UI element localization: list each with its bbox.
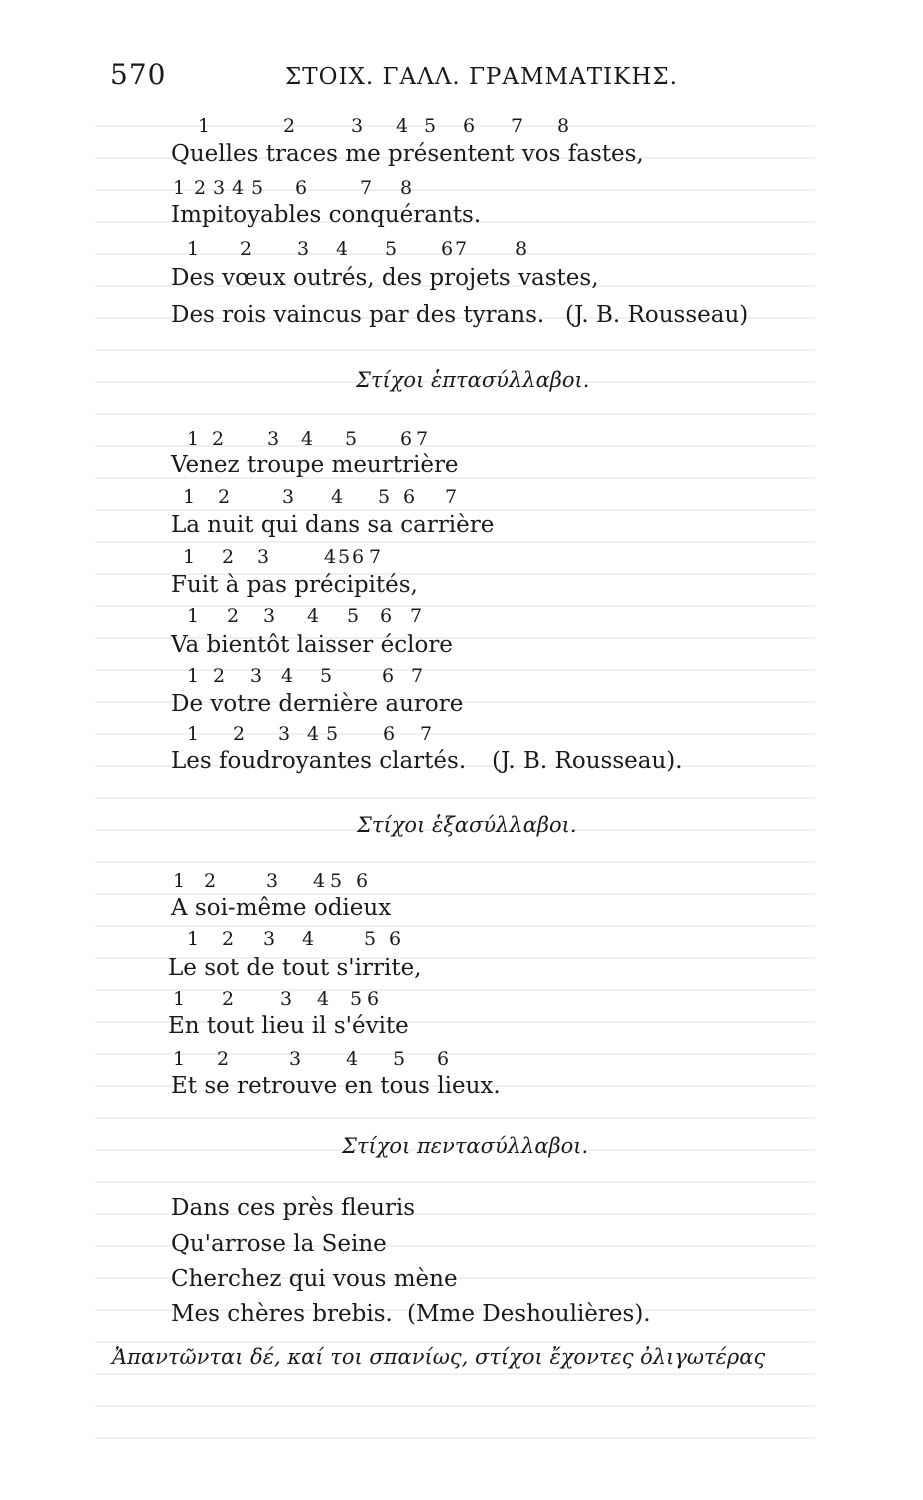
verse-line: Fuit à pas précipités, [171,572,418,598]
section-heading: Στίχοι ἑπτασύλλαβοι. [356,368,590,392]
syllable-number: 4 [301,428,314,450]
verse-line: Cherchez qui vous mène [171,1266,458,1292]
syllable-number: 4 [346,1048,359,1070]
syllable-number: 6 [380,605,393,627]
syllable-number: 1 [187,928,200,950]
syllable-number: 6 [400,428,413,450]
verse-line: Quelles traces me présentent vos fastes, [171,141,644,167]
syllable-number: 3 [266,870,279,892]
syllable-number: 2 [233,723,246,745]
verse-line: Des rois vaincus par des tyrans. [171,302,545,328]
syllable-number: 3 [250,665,263,687]
syllable-number: 1 [198,115,211,137]
syllable-number: 2 [222,546,235,568]
syllable-number: 4 [331,486,344,508]
syllable-number: 3 [351,115,364,137]
syllable-number: 2 [213,665,226,687]
attribution: (Mme Deshoulières). [407,1301,651,1327]
syllable-number: 3 [257,546,270,568]
page-number: 570 [110,58,167,91]
section-heading: Στίχοι πεντασύλλαβοι. [342,1134,589,1158]
syllable-number: 5 [347,605,360,627]
syllable-number: 2 [204,870,217,892]
syllable-number: 4 [302,928,315,950]
section-heading: Στίχοι ἑξασύλλαβοι. [357,813,577,837]
syllable-number: 5 [393,1048,406,1070]
syllable-number: 4 [324,546,337,568]
syllable-number: 5 [350,988,363,1010]
syllable-number: 1 [187,428,200,450]
syllable-number: 8 [400,177,413,199]
syllable-number: 5 [338,546,351,568]
syllable-number: 1 [187,665,200,687]
syllable-number: 3 [278,723,291,745]
syllable-number: 7 [411,665,424,687]
syllable-number: 7 [410,605,423,627]
syllable-number: 6 [463,115,476,137]
syllable-number: 7 [360,177,373,199]
verse-line: Les foudroyantes clartés. [171,748,467,774]
syllable-number: 4 [281,665,294,687]
syllable-number: 1 [173,1048,186,1070]
syllable-number: 7 [511,115,524,137]
syllable-number: 2 [194,177,207,199]
syllable-number: 2 [283,115,296,137]
syllable-number: 3 [297,238,310,260]
syllable-number: 5 [345,428,358,450]
syllable-number: 5 [424,115,437,137]
syllable-number: 3 [263,605,276,627]
syllable-number: 5 [326,723,339,745]
verse-line: En tout lieu il s'évite [168,1013,409,1039]
verse-line: A soi-même odieux [171,895,392,921]
syllable-number: 7 [420,723,433,745]
syllable-number: 1 [183,486,196,508]
verse-line: La nuit qui dans sa carrière [171,512,495,538]
verse-line: Impitoyables conquérants. [171,202,482,228]
syllable-number: 4 [336,238,349,260]
syllable-number: 1 [173,177,186,199]
syllable-number: 6 [295,177,308,199]
syllable-number: 1 [173,870,186,892]
syllable-number: 2 [240,238,253,260]
attribution: (J. B. Rousseau) [565,302,749,328]
attribution: (J. B. Rousseau). [492,748,683,774]
syllable-number: 2 [212,428,225,450]
syllable-number: 6 [403,486,416,508]
verse-line: Va bientôt laisser éclore [171,632,453,658]
verse-line: Le sot de tout s'irrite, [168,955,422,981]
syllable-number: 6 [352,546,365,568]
verse-line: Venez troupe meurtrière [171,452,459,478]
syllable-number: 2 [227,605,240,627]
syllable-number: 2 [222,988,235,1010]
syllable-number: 5 [320,665,333,687]
syllable-number: 7 [416,428,429,450]
verse-line: De votre dernière aurore [171,691,464,717]
syllable-number: 5 [385,238,398,260]
syllable-number: 1 [187,723,200,745]
syllable-number: 5 [378,486,391,508]
syllable-number: 6 [441,238,454,260]
syllable-number: 8 [515,238,528,260]
verse-line: Et se retrouve en tous lieux. [171,1073,501,1099]
syllable-number: 6 [437,1048,450,1070]
verse-line: Mes chères brebis. [171,1301,393,1327]
syllable-number: 3 [267,428,280,450]
syllable-number: 7 [455,238,468,260]
verse-line: Qu'arrose la Seine [171,1231,387,1257]
verse-line: Dans ces près fleuris [171,1195,416,1221]
page-header [0,58,923,98]
syllable-number: 3 [289,1048,302,1070]
syllable-number: 4 [232,177,245,199]
syllable-number: 3 [280,988,293,1010]
syllable-number: 1 [183,546,196,568]
syllable-number: 4 [307,605,320,627]
syllable-number: 6 [382,665,395,687]
syllable-number: 4 [396,115,409,137]
syllable-number: 6 [367,988,380,1010]
running-title: ΣΤΟΙΧ. ΓΑΛΛ. ΓΡΑΜΜΑΤΙΚΗΣ. [285,64,678,90]
syllable-number: 4 [313,870,326,892]
syllable-number: 7 [445,486,458,508]
syllable-number: 2 [217,1048,230,1070]
syllable-number: 7 [369,546,382,568]
syllable-number: 1 [187,605,200,627]
syllable-number: 4 [307,723,320,745]
closing-line: Ἀπαντῶνται δέ, καί τοι σπανίως, στίχοι ἔχοντες ὀλιγωτέρας [112,1345,766,1369]
syllable-number: 1 [187,238,200,260]
syllable-number: 5 [330,870,343,892]
verse-line: Des vœux outrés, des projets vastes, [171,265,599,291]
syllable-number: 6 [356,870,369,892]
syllable-number: 5 [251,177,264,199]
syllable-number: 5 [364,928,377,950]
syllable-number: 2 [218,486,231,508]
syllable-number: 6 [389,928,402,950]
syllable-number: 6 [383,723,396,745]
syllable-number: 4 [317,988,330,1010]
syllable-number: 2 [222,928,235,950]
syllable-number: 3 [282,486,295,508]
syllable-number: 3 [213,177,226,199]
syllable-number: 8 [557,115,570,137]
syllable-number: 1 [173,988,186,1010]
syllable-number: 3 [263,928,276,950]
